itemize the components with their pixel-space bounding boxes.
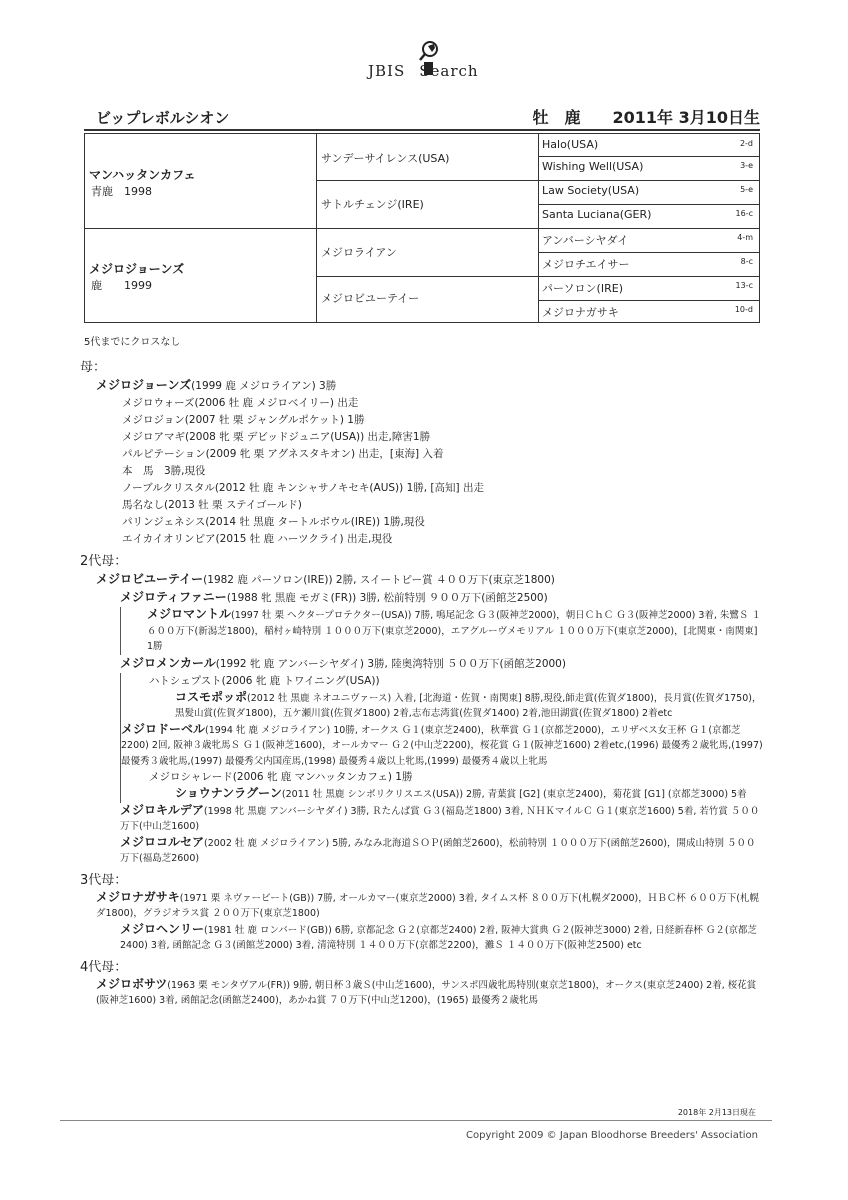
g2-section-heading: 2代母： (80, 554, 128, 569)
jbis-logo (368, 40, 508, 84)
offspring-7: 馬名なし(2013 牡 栗 ステイゴールド) (122, 499, 302, 511)
g2-entry-3: メジロメンカール(1992 牝 鹿 アンバーシヤダイ) 3勝, 陸奥湾特別 ５００万下(函館芝2000) (120, 655, 566, 670)
copyright: Copyright 2009 © Japan Bloodhorse Breeders' Association (466, 1130, 758, 1141)
g2-entry-6: メジロドーベル(1994 牝 鹿 メジロライアン) 10勝, オークス Ｇ１(東京芝2400)，秋華賞 Ｇ１(京都芝2000)，エリザベス女王杯 Ｇ１(京都芝2200) 2回, 阪神３歳牝馬Ｓ Ｇ１(阪神芝1600)，オールカマー Ｇ２(中山芝2200)，桜花賞 Ｇ１(阪神芝1600) 2着etc,(1996) 最優秀２歳牝馬,(1997) 最優秀３歳牝馬,(1997) 最優秀父内国産馬,(1998) 最優秀４歳以上牝馬,(1999) 最優秀４歳以上牝馬 (121, 721, 763, 767)
g3-cell-6: メジロチエイサー 8-c (542, 257, 753, 271)
title-row (84, 103, 760, 129)
offspring-5: 本 馬 3勝,現役 (122, 465, 206, 477)
g2-cell-4: メジロビユーテイー (321, 292, 420, 305)
g2-entry-10: メジロコルセア(2002 牡 鹿 メジロライアン) 5勝, みなみ北海道ＳＯＰ(函館芝2600)，松前特別 １０００万下(函館芝2600)，開成山特別 ５００万下(福島芝2600) (120, 834, 756, 864)
g3-cell-7: パーソロン(IRE) 13-c (542, 281, 753, 295)
g2-entry-2: メジロマントル(1997 牡 栗 ヘクタープロテクター(USA)) 7勝, 鳴尾記念 Ｇ３(阪神芝2000)，朝日ＣｈＣ Ｇ３(阪神芝2000) 3着, 朱鷺Ｓ １６００万下(新潟芝1800)，稲村ヶ崎特別 １０００万下(東京芝2000)，エアグルーヴメモリアル １０００万下(東京芝2000)，[北関東・南関東] 1勝 (147, 607, 761, 652)
family-body (80, 354, 764, 1009)
g2-cell-3: メジロライアン (321, 246, 397, 259)
g2-main-entry: メジロビユーテイー(1982 鹿 パーソロン(IRE)) 2勝, スイートピー賞 ４００万下(東京芝1800) (96, 572, 555, 586)
dam-detail: 鹿 1999 (91, 279, 152, 292)
cross-note: 5代までにクロスなし (84, 337, 181, 348)
g3-entry-1: メジロヘンリー(1981 牡 鹿 ロンバード(GB)) 6勝, 京都記念 Ｇ２(京都芝2400) 2着, 阪神大賞典 Ｇ２(阪神芝3000) 2着, 日経新春杯 Ｇ２(京都芝2400) 3着, 函館記念 Ｇ３(函館芝2000) 3着, 清滝特別 １４００万下(京都芝2200)，灘Ｓ １４００万下(阪神芝2500) etc (120, 921, 758, 951)
g3-section-heading: 3代母： (80, 872, 128, 888)
g2-entry-9: メジロキルデア(1998 牝 黒鹿 アンバーシヤダイ) 3勝, Ｒたんぱ賞 Ｇ３(福島芝1800) 3着, ＮＨＫマイルＣ Ｇ１(東京芝1600) 5着, 若竹賞 ５００万下(中山芝1600) (120, 802, 760, 832)
dam-section-heading: 母： (80, 360, 107, 375)
pedigree-table (84, 133, 760, 323)
g4-section-heading: 4代母： (80, 959, 128, 975)
offspring-1: メジロウォーズ(2006 牡 鹿 メジロベイリー) 出走 (122, 397, 359, 409)
offspring-9: エイカイオリンピア(2015 牡 鹿 ハーツクライ) 出走,現役 (122, 533, 393, 545)
g3-cell-3: Law Society(USA) 5-e (542, 184, 753, 197)
g2-entry-8: ショウナンラグーン(2011 牡 黒鹿 シンボリクリスエス(USA)) 2勝, 青葉賞 [G2] (東京芝2400)，菊花賞 [G1] (京都芝3000) 5着 (175, 786, 747, 800)
offspring-6: ノーブルクリスタル(2012 牡 鹿 キンシャサノキセキ(AUS)) 1勝, [高知] 出走 (122, 482, 484, 494)
g3-main-entry: メジロナガサキ(1971 栗 ネヴァービート(GB)) 7勝, オールカマー(東京芝2000) 3着, タイムス杯 ８００万下(札幌ダ2000)，ＨＢＣ杯 ６００万下(札幌ダ1800)，グラジオラス賞 ２００万下(東京芝1800) (96, 889, 759, 919)
g3-cell-4: Santa Luciana(GER) 16-c (542, 208, 753, 221)
sire-detail: 青鹿 1998 (91, 185, 152, 198)
g2-entry-7: メジロシャレード(2006 牝 鹿 マンハッタンカフェ) 1勝 (149, 771, 413, 783)
g2-entry-1: メジロティファニー(1988 牝 黒鹿 モガミ(FR)) 3勝, 松前特別 ９００万下(函館芝2500) (120, 590, 548, 604)
g3-cell-5: アンバーシヤダイ 4-m (542, 233, 753, 247)
title-rule (84, 129, 760, 131)
g3-cell-2: Wishing Well(USA) 3-e (542, 160, 753, 173)
offspring-2: メジロジョン(2007 牡 栗 ジャングルポケット) 1勝 (122, 414, 365, 426)
offspring-4: パルピテーション(2009 牝 栗 アグネスタキオン) 出走，[東海] 入着 (122, 448, 444, 460)
logo-text: JBIS Search (368, 62, 479, 80)
horse-info: 牡 鹿 2011年 3月10日生 (532, 108, 760, 127)
offspring-3: メジロアマギ(2008 牝 栗 デビッドジュニア(USA)) 出走,障害1勝 (122, 431, 431, 443)
dam-name: メジロジョーンズ (89, 262, 185, 276)
footer-date: 2018年 2月13日現在 (677, 1108, 756, 1117)
g2-cell-2: サトルチェンジ(IRE) (321, 198, 424, 211)
dam-cell (89, 260, 184, 293)
offspring-8: パリンジェネシス(2014 牡 黒鹿 タートルボウル(IRE)) 1勝,現役 (122, 516, 425, 528)
g4-main-entry: メジロボサツ(1963 栗 モンタヴアル(FR)) 9勝, 朝日杯３歳Ｓ(中山芝1600)，サンスポ四歳牝馬特別(東京芝1800)，オークス(東京芝2400) 2着, 桜花賞(阪神芝1600) 3着, 函館記念(函館芝2400)，あかね賞 ７０万下(中山芝1200)，(1965) 最優秀２歳牝馬 (96, 976, 757, 1006)
footer-rule (60, 1120, 772, 1121)
g2-entry-5: コスモポッポ(2012 牡 黒鹿 ネオユニヴァース) 入着, [北海道・佐賀・南関東] 8勝,現役,師走賞(佐賀ダ1800)，長月賞(佐賀ダ1750)，黒髪山賞(佐賀ダ1800)，五ケ瀬川賞(佐賀ダ1800) 2着,志布志湾賞(佐賀ダ1400) 2着,池田湖賞(佐賀ダ1800) 2着etc (175, 689, 762, 719)
g2-cell-1: サンデーサイレンス(USA) (321, 152, 450, 165)
horse-name: ビップレボルシオン (96, 109, 230, 127)
sire-name: マンハッタンカフェ (89, 168, 196, 182)
g3-cell-1: Halo(USA) 2-d (542, 138, 753, 151)
dam-entry: メジロジョーンズ(1999 鹿 メジロライアン) 3勝 (96, 378, 337, 392)
sire-cell (89, 166, 196, 199)
g3-cell-8: メジロナガサキ 10-d (542, 305, 753, 319)
g2-entry-4: ハトシェプスト(2006 牝 鹿 トワイニング(USA)) (149, 674, 380, 687)
